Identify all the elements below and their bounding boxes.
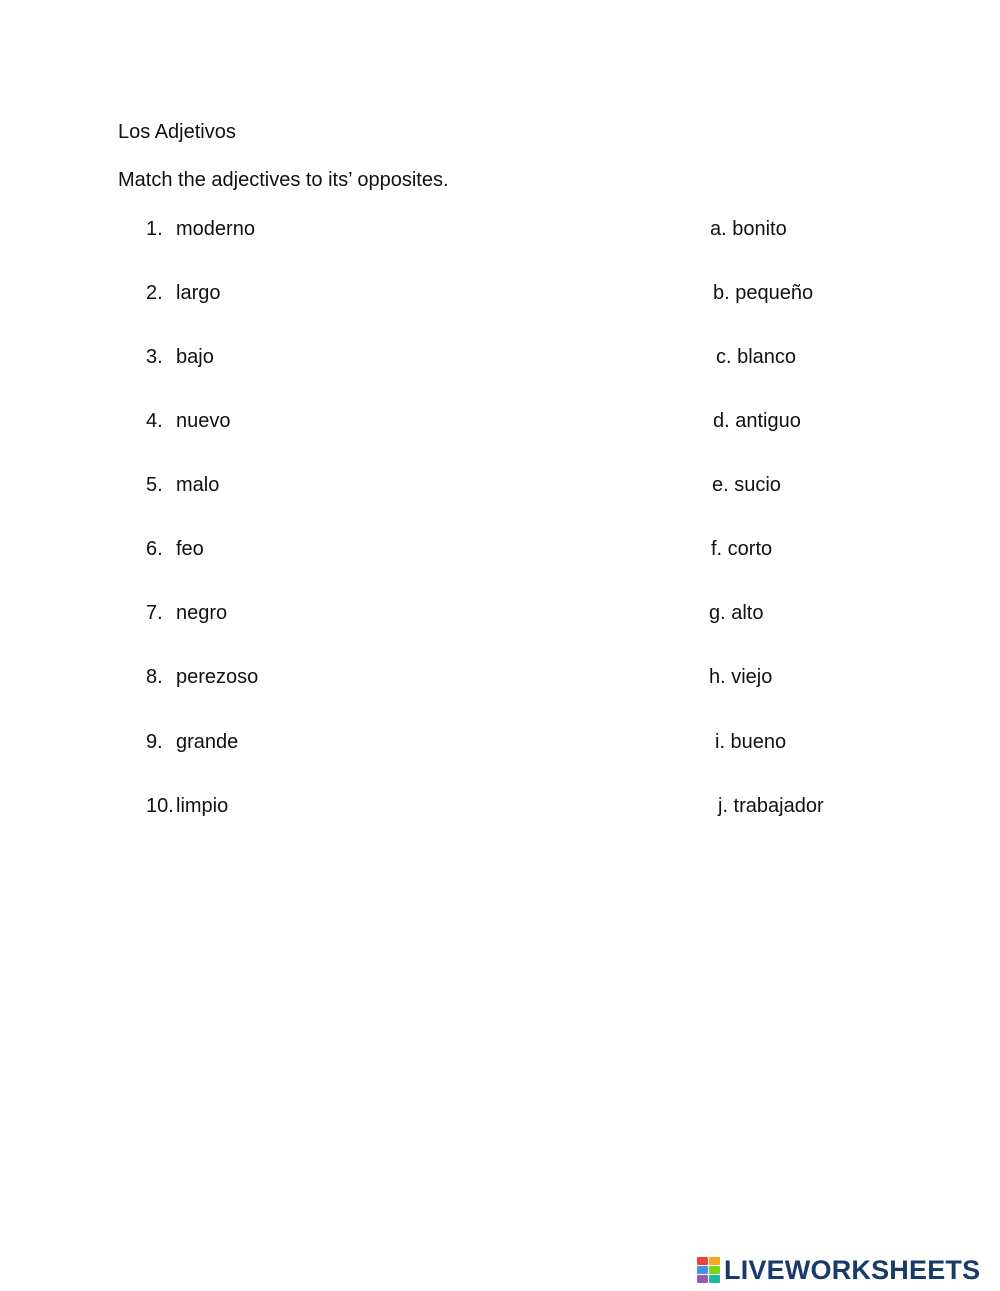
option-label: g. alto xyxy=(709,602,764,624)
worksheet-title: Los Adjetivos xyxy=(118,121,236,143)
logo-block-icon xyxy=(709,1266,720,1274)
item-word: grande xyxy=(176,731,239,753)
matching-row xyxy=(0,727,1000,757)
logo-block-icon xyxy=(709,1257,720,1265)
item-number: 2. xyxy=(146,282,163,304)
item-word: moderno xyxy=(176,218,255,240)
logo-block-icon xyxy=(709,1275,720,1283)
logo-block-icon xyxy=(697,1266,708,1274)
option-label: h. viejo xyxy=(709,666,773,688)
item-word: nuevo xyxy=(176,410,231,432)
matching-row xyxy=(0,406,1000,436)
option-label: c. blanco xyxy=(716,346,797,368)
item-word: negro xyxy=(176,602,228,624)
matching-row xyxy=(0,214,1000,244)
item-number: 7. xyxy=(146,602,163,624)
worksheet-instruction: Match the adjectives to its’ opposites. xyxy=(118,169,449,191)
item-number: 8. xyxy=(146,666,163,688)
logo-blocks-icon xyxy=(697,1257,721,1283)
option-label: b. pequeño xyxy=(713,282,814,304)
item-word: feo xyxy=(176,538,204,560)
item-number: 3. xyxy=(146,346,163,368)
logo-text: LIVEWORKSHEETS xyxy=(724,1255,981,1285)
option-label: e. sucio xyxy=(712,474,781,496)
matching-row xyxy=(0,278,1000,308)
option-label: f. corto xyxy=(711,538,773,560)
item-number: 4. xyxy=(146,410,163,432)
item-number: 5. xyxy=(146,474,163,496)
item-word: largo xyxy=(176,282,221,304)
matching-row xyxy=(0,342,1000,372)
logo-block-icon xyxy=(697,1275,708,1283)
option-label: j. trabajador xyxy=(718,795,824,817)
item-word: bajo xyxy=(176,346,214,368)
liveworksheets-logo xyxy=(697,1255,980,1285)
item-number: 6. xyxy=(146,538,163,560)
matching-row xyxy=(0,662,1000,692)
item-number: 10. xyxy=(146,795,174,817)
option-label: a. bonito xyxy=(710,218,787,240)
matching-row xyxy=(0,534,1000,564)
option-label: d. antiguo xyxy=(713,410,801,432)
item-number: 1. xyxy=(146,218,163,240)
item-number: 9. xyxy=(146,731,163,753)
item-word: perezoso xyxy=(176,666,259,688)
matching-row xyxy=(0,598,1000,628)
matching-row xyxy=(0,791,1000,821)
matching-row xyxy=(0,470,1000,500)
item-word: limpio xyxy=(176,795,229,817)
logo-block-icon xyxy=(697,1257,708,1265)
item-word: malo xyxy=(176,474,220,496)
option-label: i. bueno xyxy=(715,731,787,753)
